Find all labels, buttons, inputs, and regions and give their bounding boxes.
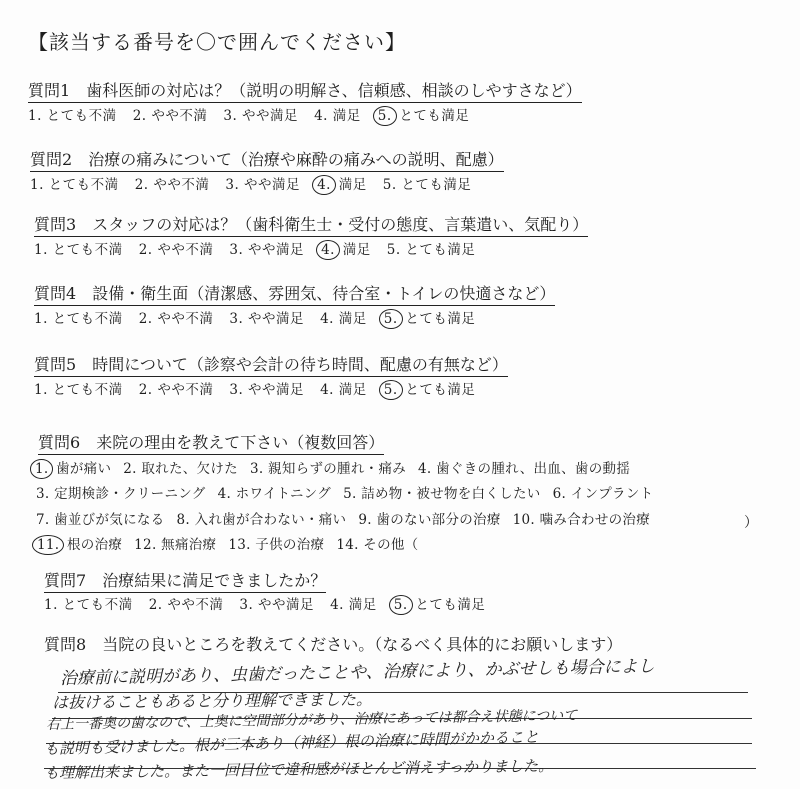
option-label: とても満足 bbox=[394, 108, 470, 124]
question-7-label: 質問7 bbox=[44, 571, 87, 590]
option-label: やや不満 bbox=[152, 382, 214, 398]
option-label: 歯が痛い bbox=[51, 461, 112, 477]
reason-row bbox=[36, 533, 430, 553]
option-label: 噛み合わせの治療 bbox=[535, 512, 651, 528]
rating-option[interactable] bbox=[393, 593, 486, 613]
option-number: 3. bbox=[229, 382, 244, 398]
reason-option[interactable] bbox=[134, 533, 216, 553]
handwritten-line: も理解出来ました。また一回目位で違和感がほとんど消えすっかりました。 bbox=[43, 756, 554, 782]
rating-option[interactable] bbox=[314, 104, 361, 124]
option-label: 満足 bbox=[327, 108, 361, 124]
option-number: 2. bbox=[132, 108, 147, 124]
option-number: 3. bbox=[36, 486, 50, 502]
rating-option[interactable] bbox=[316, 173, 367, 193]
option-number: 2. bbox=[138, 242, 153, 258]
question-8-text: 当院の良いところを教えてください。（なるべく具体的にお願いします） bbox=[102, 635, 623, 654]
question-8-heading bbox=[44, 632, 622, 656]
reason-option[interactable] bbox=[418, 457, 630, 477]
option-number: 4. bbox=[418, 461, 432, 477]
option-label: やや満足 bbox=[243, 242, 305, 258]
option-number: 3. bbox=[229, 242, 244, 258]
option-number: 2. bbox=[138, 311, 153, 327]
reason-option[interactable] bbox=[123, 457, 238, 477]
reason-option[interactable] bbox=[36, 482, 206, 502]
option-label: ホワイトニング bbox=[231, 486, 332, 502]
question-text: 設備・衛生面（清潔感、雰囲気、待合室・トイレの快適さなど） bbox=[92, 284, 556, 303]
option-number: 3. bbox=[229, 311, 244, 327]
question-label: 質問1 bbox=[28, 81, 71, 100]
option-number: 3. bbox=[223, 108, 238, 124]
option-label: 満足 bbox=[333, 311, 367, 327]
option-number: 4. bbox=[314, 108, 328, 124]
reason-option[interactable] bbox=[36, 508, 164, 528]
question-6-label: 質問6 bbox=[38, 433, 81, 452]
option-label: とても不満 bbox=[47, 382, 123, 398]
option-number: 5. bbox=[386, 242, 401, 258]
option-label: 取れた、欠けた bbox=[136, 461, 238, 477]
rating-option[interactable] bbox=[30, 173, 119, 193]
option-number: 6. bbox=[552, 486, 567, 502]
option-label: やや満足 bbox=[253, 597, 315, 613]
question-3-heading bbox=[34, 212, 588, 237]
option-label: 満足 bbox=[337, 242, 371, 258]
question-4-heading bbox=[34, 281, 555, 306]
option-label: とても不満 bbox=[57, 597, 133, 613]
reason-option[interactable] bbox=[34, 457, 111, 477]
reason-option[interactable] bbox=[358, 508, 500, 528]
rating-option[interactable] bbox=[133, 104, 208, 124]
option-label: 歯のない部分の治療 bbox=[371, 512, 501, 528]
rating-option[interactable] bbox=[330, 593, 377, 613]
option-number: 3. bbox=[249, 461, 264, 477]
option-label: やや不満 bbox=[152, 311, 214, 327]
option-label: 子供の治療 bbox=[250, 537, 325, 553]
option-label: インプラント bbox=[566, 486, 654, 502]
handwritten-line: 右上一番奥の歯なので、上奥に空間部分があり、治療にあっては都合え状態について bbox=[45, 707, 578, 733]
reason-option[interactable] bbox=[228, 533, 324, 553]
option-number: 12. bbox=[134, 537, 157, 553]
option-number: 1. bbox=[30, 459, 53, 479]
option-number: 4. bbox=[330, 597, 344, 613]
rating-option[interactable] bbox=[34, 307, 123, 327]
question-7-heading bbox=[44, 568, 326, 593]
option-number: 3. bbox=[225, 177, 240, 193]
rating-option[interactable] bbox=[225, 173, 300, 193]
rating-option[interactable] bbox=[320, 238, 371, 258]
question-5-options bbox=[34, 378, 491, 398]
handwritten-line: 治療前に説明があり、虫歯だったことや、治療により、かぶせしも場合によし bbox=[59, 656, 655, 689]
option-label: やや満足 bbox=[243, 382, 305, 398]
option-number: 10. bbox=[512, 512, 536, 528]
option-label: 根の治療 bbox=[62, 537, 123, 553]
question-2-options bbox=[30, 173, 487, 193]
option-label: 入れ歯が合わない・痛い bbox=[189, 512, 347, 528]
question-7-options bbox=[44, 593, 501, 613]
option-number: 9. bbox=[358, 512, 372, 528]
option-label: 歯並びが気になる bbox=[49, 512, 165, 528]
rating-option[interactable] bbox=[34, 238, 123, 258]
option-number: 2. bbox=[123, 461, 137, 477]
question-label: 質問5 bbox=[34, 355, 77, 374]
option-label: とても満足 bbox=[400, 382, 476, 398]
reason-option[interactable] bbox=[250, 457, 406, 477]
rating-option[interactable] bbox=[149, 593, 224, 613]
rating-option[interactable] bbox=[383, 307, 476, 327]
option-label: とても不満 bbox=[43, 177, 119, 193]
option-number: 1. bbox=[34, 311, 48, 327]
rating-option[interactable] bbox=[229, 238, 304, 258]
option-number: 4. bbox=[320, 382, 334, 398]
option-number: 2. bbox=[138, 382, 153, 398]
option-number: 4. bbox=[217, 486, 232, 502]
option-label: やや満足 bbox=[239, 177, 301, 193]
option-label: とても満足 bbox=[400, 242, 476, 258]
option-number: 4. bbox=[316, 240, 340, 260]
reason-option[interactable] bbox=[176, 508, 346, 528]
option-label: とても満足 bbox=[400, 311, 476, 327]
question-4-options bbox=[34, 307, 491, 327]
reason-option[interactable] bbox=[36, 533, 122, 553]
rating-option[interactable] bbox=[139, 238, 214, 258]
option-label: やや満足 bbox=[237, 108, 299, 124]
option-label: とても満足 bbox=[396, 177, 472, 193]
option-number: 8. bbox=[176, 512, 190, 528]
reason-row bbox=[36, 482, 665, 502]
handwritten-line: も説明も受けました。根が三本あり（神経）根の治療に時間がかかること bbox=[43, 727, 540, 758]
option-label: 歯ぐきの腫れ、出血、歯の動揺 bbox=[431, 461, 631, 477]
option-number: 2. bbox=[134, 177, 149, 193]
question-3-options bbox=[34, 238, 491, 258]
question-6-text: 来院の理由を教えて下さい（複数回答） bbox=[96, 433, 385, 452]
option-number: 1. bbox=[34, 382, 48, 398]
option-label: 無痛治療 bbox=[156, 537, 217, 553]
option-label: とても不満 bbox=[47, 242, 123, 258]
option-label: やや満足 bbox=[243, 311, 305, 327]
rating-option[interactable] bbox=[320, 307, 367, 327]
question-label: 質問3 bbox=[34, 215, 77, 234]
option-number: 7. bbox=[36, 512, 50, 528]
question-text: スタッフの対応は？（歯科衛生士・受付の態度、言葉遣い、気配り） bbox=[92, 215, 589, 234]
rating-option[interactable] bbox=[383, 378, 476, 398]
page-title: 【該当する番号を〇で囲んでください】 bbox=[28, 30, 406, 54]
reason-option[interactable] bbox=[218, 482, 331, 502]
option-label: 満足 bbox=[343, 597, 377, 613]
rating-option[interactable] bbox=[229, 307, 304, 327]
option-number: 11. bbox=[32, 535, 64, 555]
option-number: 5. bbox=[382, 177, 397, 193]
question-1-heading bbox=[28, 78, 582, 103]
reason-option[interactable] bbox=[553, 482, 654, 502]
question-label: 質問2 bbox=[30, 150, 73, 169]
option-label: その他（ bbox=[358, 537, 419, 553]
rating-option[interactable] bbox=[229, 378, 304, 398]
rating-option[interactable] bbox=[44, 593, 133, 613]
question-5-heading bbox=[34, 352, 508, 377]
reason-option[interactable] bbox=[513, 508, 650, 528]
option-number: 5. bbox=[343, 486, 357, 502]
option-label: 満足 bbox=[333, 382, 367, 398]
option-number: 1. bbox=[44, 597, 58, 613]
question-8-label: 質問8 bbox=[44, 635, 87, 654]
rating-option[interactable] bbox=[135, 173, 210, 193]
option-label: やや不満 bbox=[162, 597, 224, 613]
rating-option[interactable] bbox=[387, 238, 476, 258]
rating-option[interactable] bbox=[223, 104, 298, 124]
option-number: 13. bbox=[228, 537, 251, 553]
rating-option[interactable] bbox=[377, 104, 470, 124]
question-text: 治療の痛みについて（治療や麻酔の痛みへの説明、配慮） bbox=[88, 150, 504, 169]
rating-option[interactable] bbox=[320, 378, 367, 398]
option-label: 詰め物・被せ物を白くしたい bbox=[356, 486, 541, 502]
rating-option[interactable] bbox=[239, 593, 314, 613]
option-label: やや不満 bbox=[152, 242, 214, 258]
option-number: 14. bbox=[336, 537, 359, 553]
option-number: 1. bbox=[34, 242, 48, 258]
option-number: 4. bbox=[320, 311, 334, 327]
question-6-heading bbox=[38, 430, 384, 455]
option-number: 2. bbox=[148, 597, 163, 613]
option-number: 3. bbox=[239, 597, 254, 613]
option-label: やや不満 bbox=[146, 108, 208, 124]
option-label: やや不満 bbox=[148, 177, 210, 193]
option-label: 定期検診・クリーニング bbox=[49, 486, 206, 502]
rating-option[interactable] bbox=[34, 378, 123, 398]
option-label: とても満足 bbox=[410, 597, 486, 613]
option-number: 1. bbox=[28, 108, 42, 124]
option-number: 5. bbox=[379, 380, 403, 400]
rating-option[interactable] bbox=[383, 173, 472, 193]
handwritten-line: は抜けることもあると分り理解できました。 bbox=[51, 689, 373, 712]
reason-row bbox=[34, 457, 642, 477]
option-number: 4. bbox=[312, 175, 336, 195]
question-text: 歯科医師の対応は？（説明の明解さ、信頼感、相談のしやすさなど） bbox=[86, 81, 582, 100]
question-2-heading bbox=[30, 147, 504, 172]
question-7-text: 治療結果に満足できましたか？ bbox=[102, 571, 327, 590]
reason-option[interactable] bbox=[343, 482, 540, 502]
option-number: 5. bbox=[373, 106, 397, 126]
rating-option[interactable] bbox=[139, 307, 214, 327]
other-close-paren: ） bbox=[744, 515, 758, 531]
option-number: 5. bbox=[389, 595, 413, 615]
question-label: 質問4 bbox=[34, 284, 77, 303]
option-label: 満足 bbox=[333, 177, 367, 193]
reason-option[interactable] bbox=[336, 533, 418, 553]
rating-option[interactable] bbox=[28, 104, 117, 124]
rating-option[interactable] bbox=[139, 378, 214, 398]
option-number: 1. bbox=[30, 177, 44, 193]
option-number: 5. bbox=[379, 309, 403, 329]
option-label: とても不満 bbox=[41, 108, 117, 124]
question-text: 時間について（診察や会計の待ち時間、配慮の有無など） bbox=[92, 355, 508, 374]
option-label: 親知らずの腫れ・痛み bbox=[263, 461, 407, 477]
option-label: とても不満 bbox=[47, 311, 123, 327]
reason-row bbox=[36, 508, 662, 528]
question-1-options bbox=[28, 104, 485, 124]
